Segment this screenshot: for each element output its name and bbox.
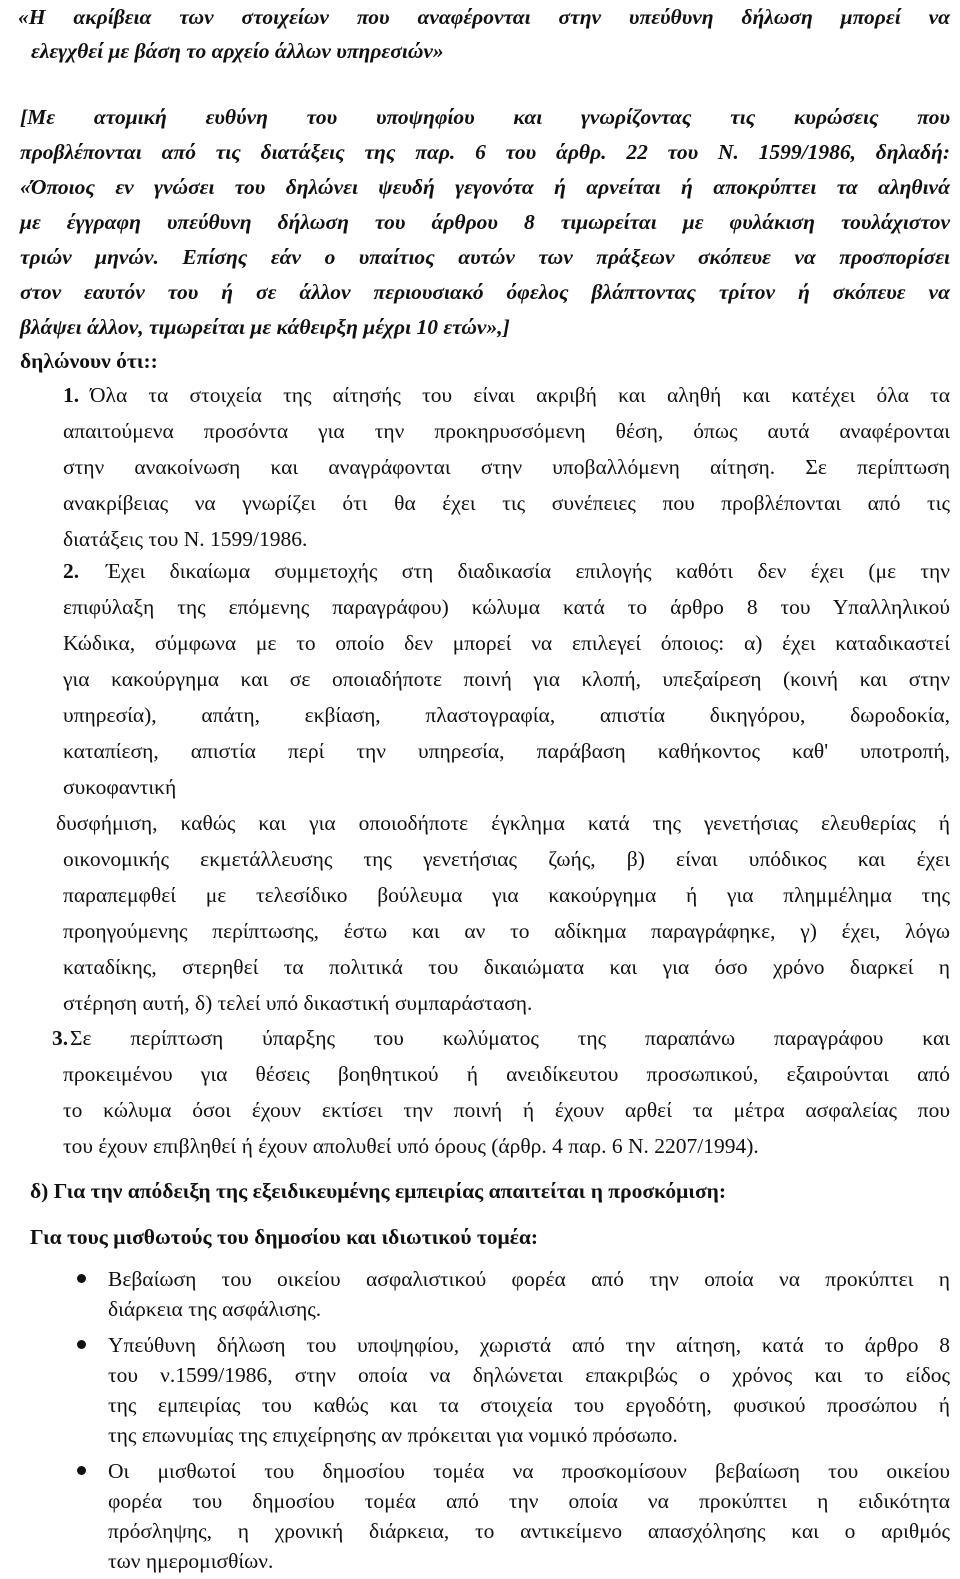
item-2-line: για κακούργημα και σε οποιαδήποτε ποινή για κλοπή, υπεξαίρεση (κοινή και στην [63,667,950,691]
law-line-3: «Όποιος εν γνώσει του δηλώνει ψευδή γεγονότα ή αρνείται ή αποκρύπτει τα αληθινά [20,175,950,199]
item-3-line: προκειμένου για θέσεις βοηθητικού ή ανειδίκευτου προσωπικού, εξαιρούνται από [63,1062,950,1086]
law-line-5: τριών μηνών. Επίσης εάν ο υπαίτιος αυτών των πράξεων σκόπευε να προσπορίσει [20,245,950,269]
bullet-3-line: των ημερομισθίων. [108,1549,274,1573]
item-2-line: οικονομικής εκμετάλλευσης της γενετήσιας ζωής, β) είναι υπόδικος και έχει [63,847,950,871]
bullet-2-line: της εμπειρίας του καθώς και τα στοιχεία του εργοδότη, φυσικού προσώπου ή [108,1393,950,1417]
quote-line-2: ελεγχθεί με βάση το αρχείο άλλων υπηρεσιών» [31,39,444,63]
item-2-line: παραπεμφθεί με τελεσίδικο βούλευμα για κακούργημα ή για πλημμέλημα της [63,883,950,907]
bullet-1-line: Βεβαίωση του οικείου ασφαλιστικού φορέα από την οποία να προκύπτει η [108,1267,950,1291]
item-2-first-line: Έχει δικαίωμα συμμετοχής στη διαδικασία επιλογής καθότι δεν έχει (με την [106,559,950,583]
item-2-line: καταδίκης, στερηθεί τα πολιτικά του δικαιώματα και για όσο χρόνο διαρκεί η [63,955,950,979]
item-3-first-line: Σε περίπτωση ύπαρξης του κωλύματος της παραπάνω παραγράφου και [70,1026,950,1050]
declare-line: δηλώνουν ότι:: [20,349,158,373]
item-1-number: 1. [63,383,80,407]
bullet-dot [77,1340,86,1349]
item-3-line: του έχουν επιβληθεί ή έχουν απολυθεί υπό όρους (άρθρ. 4 παρ. 6 Ν. 2207/1994). [63,1134,759,1158]
bullet-2-line: της επωνυμίας της επιχείρησης αν πρόκειται για νομικό πρόσωπο. [108,1423,678,1447]
item-2-line: προηγούμενης περίπτωσης, έστω και αν το αδίκημα παραγράφηκε, γ) έχει, λόγω [63,919,950,943]
employees-heading: Για τους μισθωτούς του δημοσίου και ιδιωτικού τομέα: [30,1225,539,1249]
item-3-number: 3. [52,1026,69,1050]
item-2-line: επιφύλαξη της επόμενης παραγράφου) κώλυμα κατά το άρθρο 8 του Υπαλληλικού [63,595,950,619]
item-1-first-line: Όλα τα στοιχεία της αίτησής του είναι ακριβή και αληθή και κατέχει όλα τα [90,383,950,407]
item-1-line: ανακρίβειας να γνωρίζει ότι θα έχει τις συνέπειες που προβλέπονται από τις [63,491,950,515]
bullet-dot [77,1466,86,1475]
item-2-line: στέρηση αυτή, δ) τελεί υπό δικαστική συμπαράσταση. [63,991,533,1015]
item-2-line: καταπίεση, απιστία περί την υπηρεσία, παράβαση καθήκοντος καθ' υποτροπή, [63,739,950,763]
bullet-1-line: διάρκεια της ασφάλισης. [108,1297,322,1321]
law-line-6: στον εαυτόν του ή σε άλλον περιουσιακό όφελος βλάπτοντας τρίτον ή σκόπευε να [20,280,950,304]
bullet-3-line: Οι μισθωτοί του δημοσίου τομέα να προσκομίσουν βεβαίωση του οικείου [108,1459,950,1483]
quote-line-1: «Η ακρίβεια των στοιχείων που αναφέρονται στην υπεύθυνη δήλωση μπορεί να [18,5,950,29]
item-2-line: δυσφήμιση, καθώς και για οποιοδήποτε έγκλημα κατά της γενετήσιας ελευθερίας ή [56,811,950,835]
bullet-3-line: πρόσληψης, η χρονική διάρκεια, το αντικείμενο απασχόλησης και ο αριθμός [108,1519,950,1543]
bullet-3-line: φορέα του δημοσίου τομέα από την οποία να προκύπτει η ειδικότητα [108,1489,950,1513]
law-line-2: προβλέπονται από τις διατάξεις της παρ. 6 του άρθρ. 22 του Ν. 1599/1986, δηλαδή: [20,140,950,164]
item-2-line: υπηρεσία), απάτη, εκβίαση, πλαστογραφία, απιστία δικηγόρου, δωροδοκία, [63,703,950,727]
law-line-4: με έγγραφη υπεύθυνη δήλωση του άρθρου 8 τιμωρείται με φυλάκιση τουλάχιστον [20,210,950,234]
bullet-dot [77,1274,86,1283]
law-line-1: [Με ατομική ευθύνη του υποψηφίου και γνωρίζοντας τις κυρώσεις που [20,105,950,129]
item-3-line: το κώλυμα όσοι έχουν εκτίσει την ποινή ή έχουν αρθεί τα μέτρα ασφαλείας που [63,1098,950,1122]
law-line-7: βλάψει άλλον, τιμωρείται με κάθειρξη μέχρι 10 ετών»,] [20,315,510,339]
item-2-number: 2. [63,559,80,583]
item-1-line: στην ανακοίνωση και αναγράφονται στην υποβαλλόμενη αίτηση. Σε περίπτωση [63,455,950,479]
section-d-heading: δ) Για την απόδειξη της εξειδικευμένης εμπειρίας απαιτείται η προσκόμιση: [30,1179,727,1203]
bullet-2-line: Υπεύθυνη δήλωση του υποψηφίου, χωριστά από την αίτηση, κατά το άρθρο 8 [108,1333,950,1357]
bullet-2-line: του ν.1599/1986, στην οποία να δηλώνεται επακριβώς ο χρόνος και το είδος [108,1363,950,1387]
item-1-line: απαιτούμενα προσόντα για την προκηρυσσόμενη θέση, όπως αυτά αναφέρονται [63,419,950,443]
item-2-line: συκοφαντική [63,775,177,799]
item-2-line: Κώδικα, σύμφωνα με το οποίο δεν μπορεί να επιλεγεί όποιος: α) έχει καταδικαστεί [63,631,950,655]
item-1-line: διατάξεις του Ν. 1599/1986. [63,527,308,551]
